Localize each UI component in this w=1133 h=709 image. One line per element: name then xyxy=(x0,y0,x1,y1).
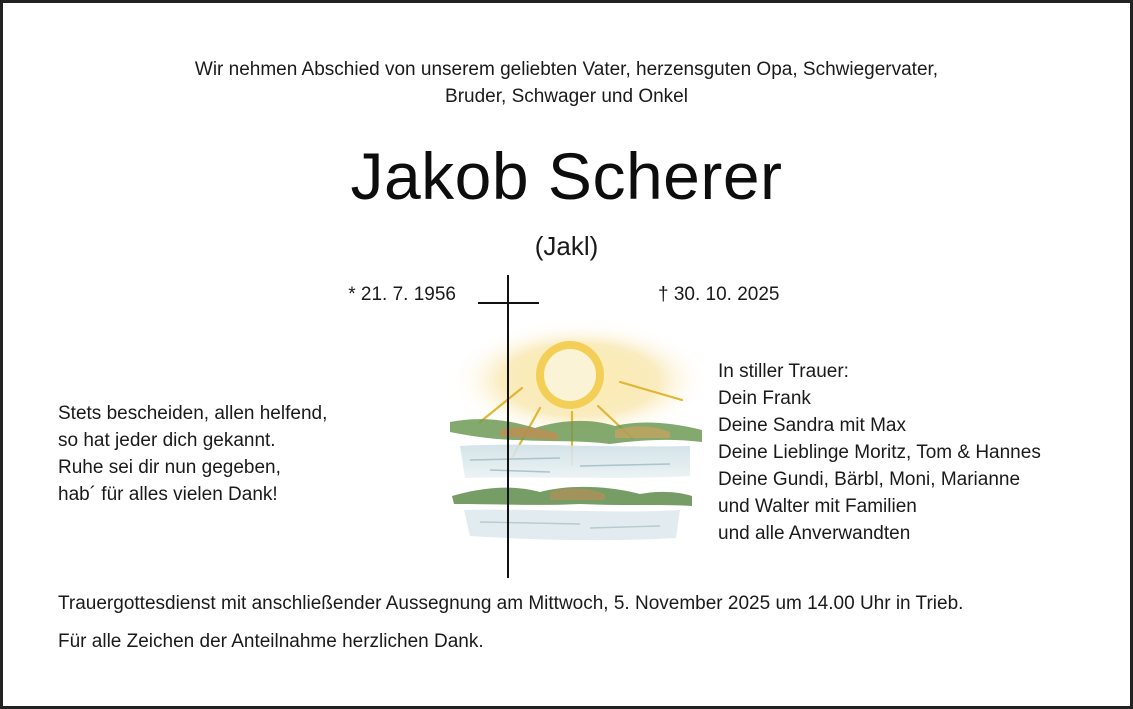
poem xyxy=(58,400,327,508)
sunset-landscape-illustration xyxy=(440,270,720,590)
service-announcement: Trauergottesdienst mit anschließender Aussegnung am Mittwoch, 5. November 2025 um 14.00 Uhr in Trieb. xyxy=(58,593,964,614)
mourner-entry: Deine Lieblinge Moritz, Tom & Hannes xyxy=(718,442,1041,463)
mourner-entry: Deine Sandra mit Max xyxy=(718,415,906,436)
mourner-entry: Dein Frank xyxy=(718,388,811,409)
poem-line: Stets bescheiden, allen helfend, xyxy=(58,403,328,424)
poem-line: Ruhe sei dir nun gegeben, xyxy=(58,457,281,478)
deceased-nickname: (Jakl) xyxy=(534,231,599,261)
water-upper xyxy=(460,445,690,478)
water-lower xyxy=(464,510,680,541)
deceased-name: Jakob Scherer xyxy=(350,139,783,213)
mourners-list xyxy=(718,358,1041,547)
mourner-entry: Deine Gundi, Bärbl, Moni, Marianne xyxy=(718,469,1021,490)
intro-text xyxy=(0,56,1133,110)
sun-core xyxy=(544,349,596,401)
poem-line: hab´ für alles vielen Dank! xyxy=(58,484,278,505)
thanks-note: Für alle Zeichen der Anteilnahme herzlichen Dank. xyxy=(58,631,484,652)
mourner-entry: und alle Anverwandten xyxy=(718,523,911,544)
mourners-heading: In stiller Trauer: xyxy=(718,361,849,382)
intro-line-1: Wir nehmen Abschied von unserem geliebten Vater, herzensguten Opa, Schwiegervater, xyxy=(194,59,939,80)
birth-date: * 21. 7. 1956 xyxy=(348,284,456,305)
death-date: † 30. 10. 2025 xyxy=(658,284,780,305)
intro-line-2: Bruder, Schwager und Onkel xyxy=(445,86,688,107)
poem-line: so hat jeder dich gekannt. xyxy=(58,430,276,451)
mourner-entry: und Walter mit Familien xyxy=(718,496,917,517)
